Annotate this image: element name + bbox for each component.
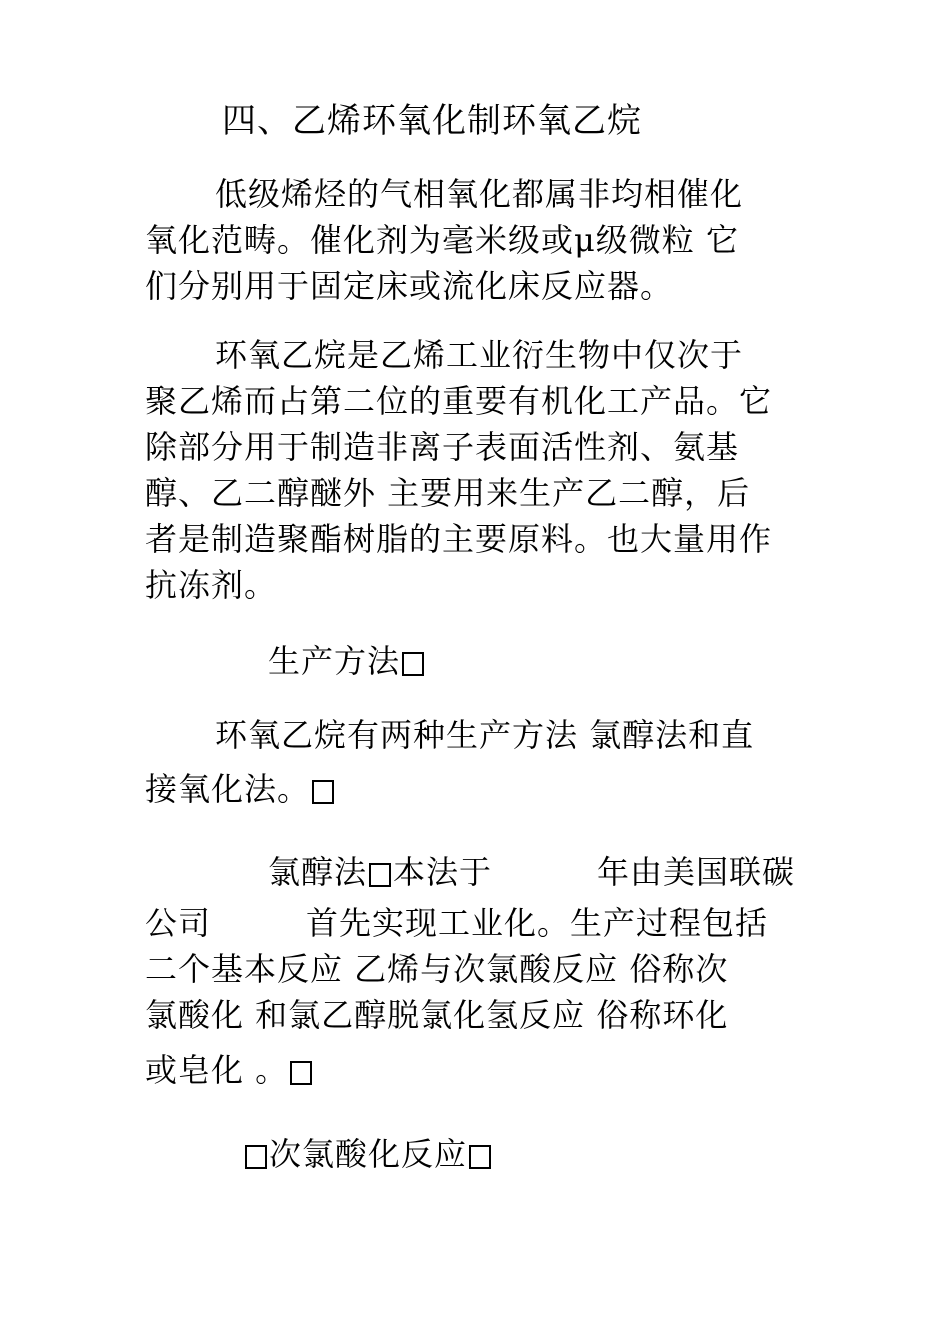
missing-glyph-box (290, 1061, 312, 1085)
missing-glyph-box (312, 780, 334, 804)
text-line: 低级烯烃的气相氧化都属非均相催化 (215, 175, 744, 213)
text-line: 环氧乙烷是乙烯工业衍生物中仅次于 (215, 336, 744, 374)
text-span: 本法于 (393, 853, 493, 891)
text-line: 醇、乙二醇醚外 主要用来生产乙二醇，后 (145, 474, 751, 512)
missing-glyph-box (369, 863, 391, 887)
text-span: 或皂化 。 (145, 1051, 289, 1089)
text-line: 抗冻剂。 (145, 566, 278, 604)
document-title: 四、乙烯环氧化制环氧乙烷 (222, 101, 642, 141)
text-line: 除部分用于制造非离子表面活性剂、氨基 (145, 428, 740, 466)
text-line (145, 769, 336, 809)
text-span: 氯醇法 (268, 853, 368, 891)
text-line: 年由美国联碳 (597, 853, 796, 891)
text-line: 聚乙烯而占第二位的重要有机化工产品。它 (145, 382, 773, 420)
heading-text: 生产方法 (268, 642, 401, 680)
text-line (145, 1050, 314, 1090)
text-line: 公司 (145, 904, 212, 942)
missing-glyph-box (402, 652, 424, 676)
text-line: 者是制造聚酯树脂的主要原料。也大量用作 (145, 520, 773, 558)
text-line: 氧化范畴。催化剂为毫米级或μ级微粒 它 (145, 221, 739, 259)
section-heading-production-methods (268, 641, 426, 681)
heading-text: 次氯酸化反应 (269, 1135, 468, 1173)
section-heading-hypochlorination (243, 1134, 493, 1174)
text-line: 们分别用于固定床或流化床反应器。 (145, 267, 674, 305)
text-line (268, 852, 492, 892)
text-line: 氯酸化 和氯乙醇脱氯化氢反应 俗称环化 (145, 996, 729, 1034)
text-line: 环氧乙烷有两种生产方法 氯醇法和直 (215, 716, 755, 754)
text-line: 二个基本反应 乙烯与次氯酸反应 俗称次 (145, 950, 729, 988)
text-span: 接氧化法。 (145, 770, 311, 808)
text-line: 首先实现工业化。生产过程包括 (306, 904, 769, 942)
missing-glyph-box (245, 1145, 267, 1169)
missing-glyph-box (469, 1145, 491, 1169)
